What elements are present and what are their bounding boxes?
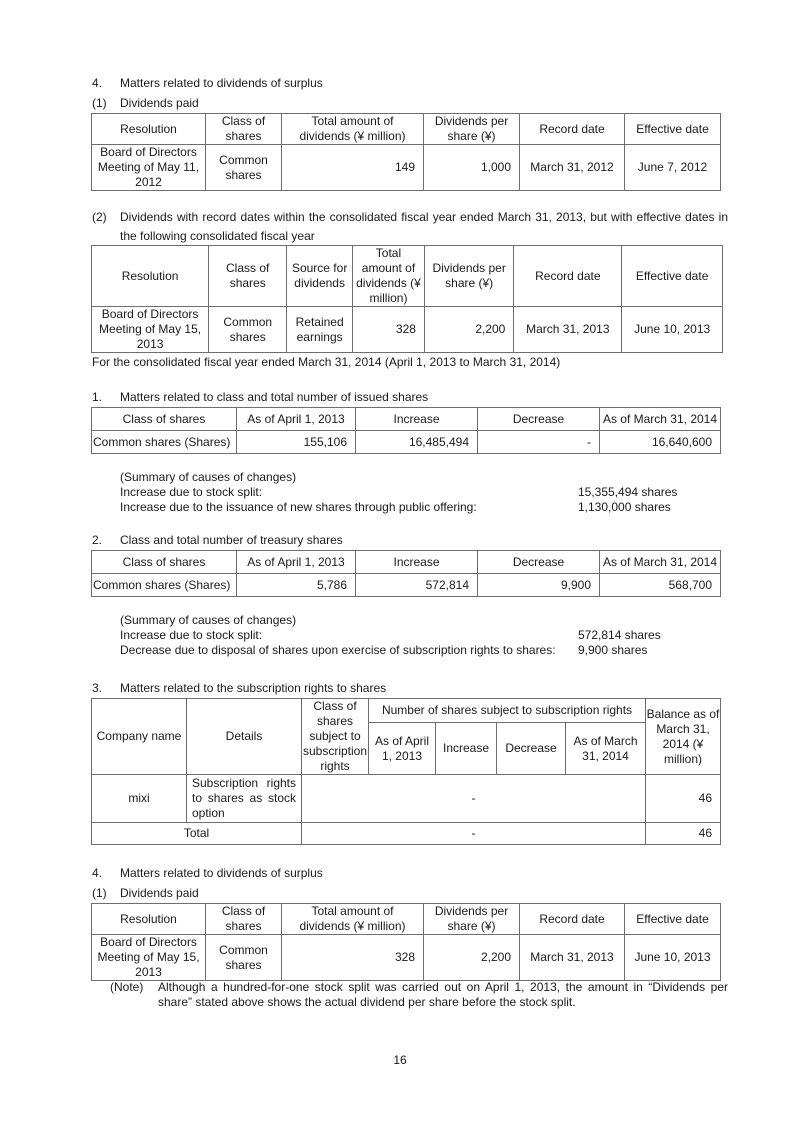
header-group-cell: Number of shares subject to subscription rights: [369, 699, 646, 723]
record-date-cell: March 31, 2013: [514, 307, 622, 353]
class-cell: Common shares: [209, 307, 287, 353]
summary-label: Increase due to stock split:: [120, 628, 263, 642]
summary-value: 572,814 shares: [578, 628, 661, 642]
header-cell: Class of shares: [92, 551, 237, 574]
value-cell: -: [478, 431, 600, 454]
source-cell: Retained earnings: [287, 307, 353, 353]
value-cell: 572,814: [356, 574, 478, 597]
section-heading: 4. Matters related to dividends of surplus: [92, 76, 323, 90]
header-cell: Record date: [514, 246, 622, 307]
total-amount-cell: 328: [282, 935, 424, 981]
dividends-paid-table-2012: [91, 113, 721, 191]
summary-value: 1,130,000 shares: [578, 500, 671, 514]
table-total-row: [92, 823, 721, 845]
dividends-effective-next-year-table: [91, 245, 723, 353]
header-cell: Class of shares: [92, 408, 237, 431]
summary-value: 9,900 shares: [578, 643, 648, 657]
treasury-shares-table: [91, 550, 721, 597]
total-label-cell: Total: [92, 823, 302, 845]
header-cell: Details: [187, 699, 302, 775]
table-row: [92, 431, 721, 454]
details-cell: Subscription rights to shares as stock option: [187, 775, 302, 823]
effective-date-cell: June 7, 2012: [625, 145, 721, 191]
header-cell: Class of shares: [206, 114, 282, 145]
header-cell: Dividends per share (¥): [424, 246, 513, 307]
value-cell: 16,485,494: [356, 431, 478, 454]
header-cell: Total amount of dividends (¥ million): [282, 904, 424, 935]
class-cell: Common shares: [206, 145, 282, 191]
table-header-row: [92, 551, 721, 574]
value-cell: 16,640,600: [600, 431, 721, 454]
class-cell: Common shares: [206, 935, 282, 981]
per-share-cell: 2,200: [424, 935, 520, 981]
value-cell: 155,106: [237, 431, 356, 454]
class-cell: Common shares (Shares): [92, 431, 237, 454]
header-cell: Resolution: [92, 904, 206, 935]
section-heading: 1. Matters related to class and total number of issued shares: [92, 390, 429, 404]
balance-cell: 46: [646, 823, 721, 845]
summary-value: 15,355,494 shares: [578, 485, 678, 499]
dividends-paid-table-2013: [91, 903, 721, 981]
subscription-rights-table: [91, 698, 721, 845]
header-cell: Balance as of March 31, 2014 (¥ million): [646, 699, 721, 775]
value-cell: 568,700: [600, 574, 721, 597]
subsection-heading: (1) Dividends paid: [92, 886, 199, 900]
note: [110, 980, 728, 1010]
header-cell: Effective date: [622, 246, 723, 307]
value-cell: 9,900: [478, 574, 600, 597]
table-row: [92, 935, 721, 981]
header-cell: Dividends per share (¥): [424, 904, 520, 935]
summary-label: Increase due to the issuance of new shares through public offering:: [120, 500, 477, 514]
table-row: [92, 145, 721, 191]
table-header-row: [92, 699, 721, 723]
effective-date-cell: June 10, 2013: [625, 935, 721, 981]
header-cell: Source for dividends: [287, 246, 353, 307]
header-cell: As of April 1, 2013: [237, 551, 356, 574]
header-cell: As of March 31, 2014: [566, 723, 646, 775]
summary-label: Decrease due to disposal of shares upon exercise of subscription rights to shares:: [120, 643, 556, 657]
shares-cell: -: [302, 775, 646, 823]
subsection-heading: (1) Dividends paid: [92, 96, 199, 110]
header-cell: Effective date: [625, 904, 721, 935]
header-cell: Decrease: [478, 551, 600, 574]
total-amount-cell: 328: [353, 307, 425, 353]
header-cell: As of March 31, 2014: [600, 551, 721, 574]
header-cell: As of March 31, 2014: [600, 408, 721, 431]
fiscal-year-heading: For the consolidated fiscal year ended March 31, 2014 (April 1, 2013 to March 31, 2014): [92, 355, 561, 369]
summary-title: (Summary of causes of changes): [120, 613, 297, 627]
header-cell: Class of shares subject to subscription rights: [302, 699, 368, 773]
header-cell: Class of shares: [209, 246, 287, 307]
header-cell: Decrease: [497, 723, 566, 775]
total-amount-cell: 149: [282, 145, 424, 191]
header-cell: Record date: [520, 904, 625, 935]
value-cell: 5,786: [237, 574, 356, 597]
table-row: [92, 574, 721, 597]
effective-date-cell: June 10, 2013: [622, 307, 723, 353]
section-heading: 4. Matters related to dividends of surplus: [92, 866, 323, 880]
balance-cell: 46: [646, 775, 721, 823]
header-cell: Record date: [520, 114, 625, 145]
header-cell: Total amount of dividends (¥ million): [353, 246, 425, 307]
header-cell: Dividends per share (¥): [424, 114, 520, 145]
per-share-cell: 1,000: [424, 145, 520, 191]
per-share-cell: 2,200: [424, 307, 513, 353]
table-header-row: [92, 114, 721, 145]
header-cell: Decrease: [478, 408, 600, 431]
note-label: (Note): [110, 980, 144, 994]
summary-title: (Summary of causes of changes): [120, 470, 297, 484]
class-cell: Common shares (Shares): [92, 574, 237, 597]
company-cell: mixi: [92, 775, 187, 823]
note-text: Although a hundred-for-one stock split was carried out on April 1, 2013, the amount in “Dividends per share” stated above shows the actual dividend per share before the stock split.: [158, 980, 728, 1009]
page-number: 16: [393, 1053, 407, 1067]
header-cell: As of April 1, 2013: [369, 723, 436, 775]
table-header-row: [92, 408, 721, 431]
table-row: [92, 775, 721, 823]
header-cell: Company name: [92, 699, 187, 775]
record-date-cell: March 31, 2012: [520, 145, 625, 191]
summary-label: Increase due to stock split:: [120, 485, 263, 499]
table-header-row: [92, 904, 721, 935]
resolution-cell: Board of Directors Meeting of May 15, 2013: [92, 935, 206, 981]
header-cell: Total amount of dividends (¥ million): [282, 114, 424, 145]
table-row: [92, 307, 723, 353]
shares-cell: -: [302, 823, 646, 845]
header-cell: As of April 1, 2013: [237, 408, 356, 431]
header-cell: Increase: [436, 723, 497, 775]
header-cell: Effective date: [625, 114, 721, 145]
subsection-heading: (2) Dividends with record dates within the consolidated fiscal year ended March 31, 2013, but with effective dates in the following consolidated fiscal year: [92, 210, 728, 243]
header-cell: Increase: [356, 408, 478, 431]
section-heading: 3. Matters related to the subscription rights to shares: [92, 681, 387, 695]
resolution-cell: Board of Directors Meeting of May 11, 2012: [92, 145, 206, 191]
issued-shares-table: [91, 407, 721, 454]
header-cell: Increase: [356, 551, 478, 574]
section-heading: 2. Class and total number of treasury shares: [92, 533, 343, 547]
header-cell: Resolution: [92, 246, 209, 307]
header-cell: Resolution: [92, 114, 206, 145]
header-cell: Class of shares: [206, 904, 282, 935]
resolution-cell: Board of Directors Meeting of May 15, 2013: [92, 307, 209, 353]
record-date-cell: March 31, 2013: [520, 935, 625, 981]
table-header-row: [92, 246, 723, 307]
